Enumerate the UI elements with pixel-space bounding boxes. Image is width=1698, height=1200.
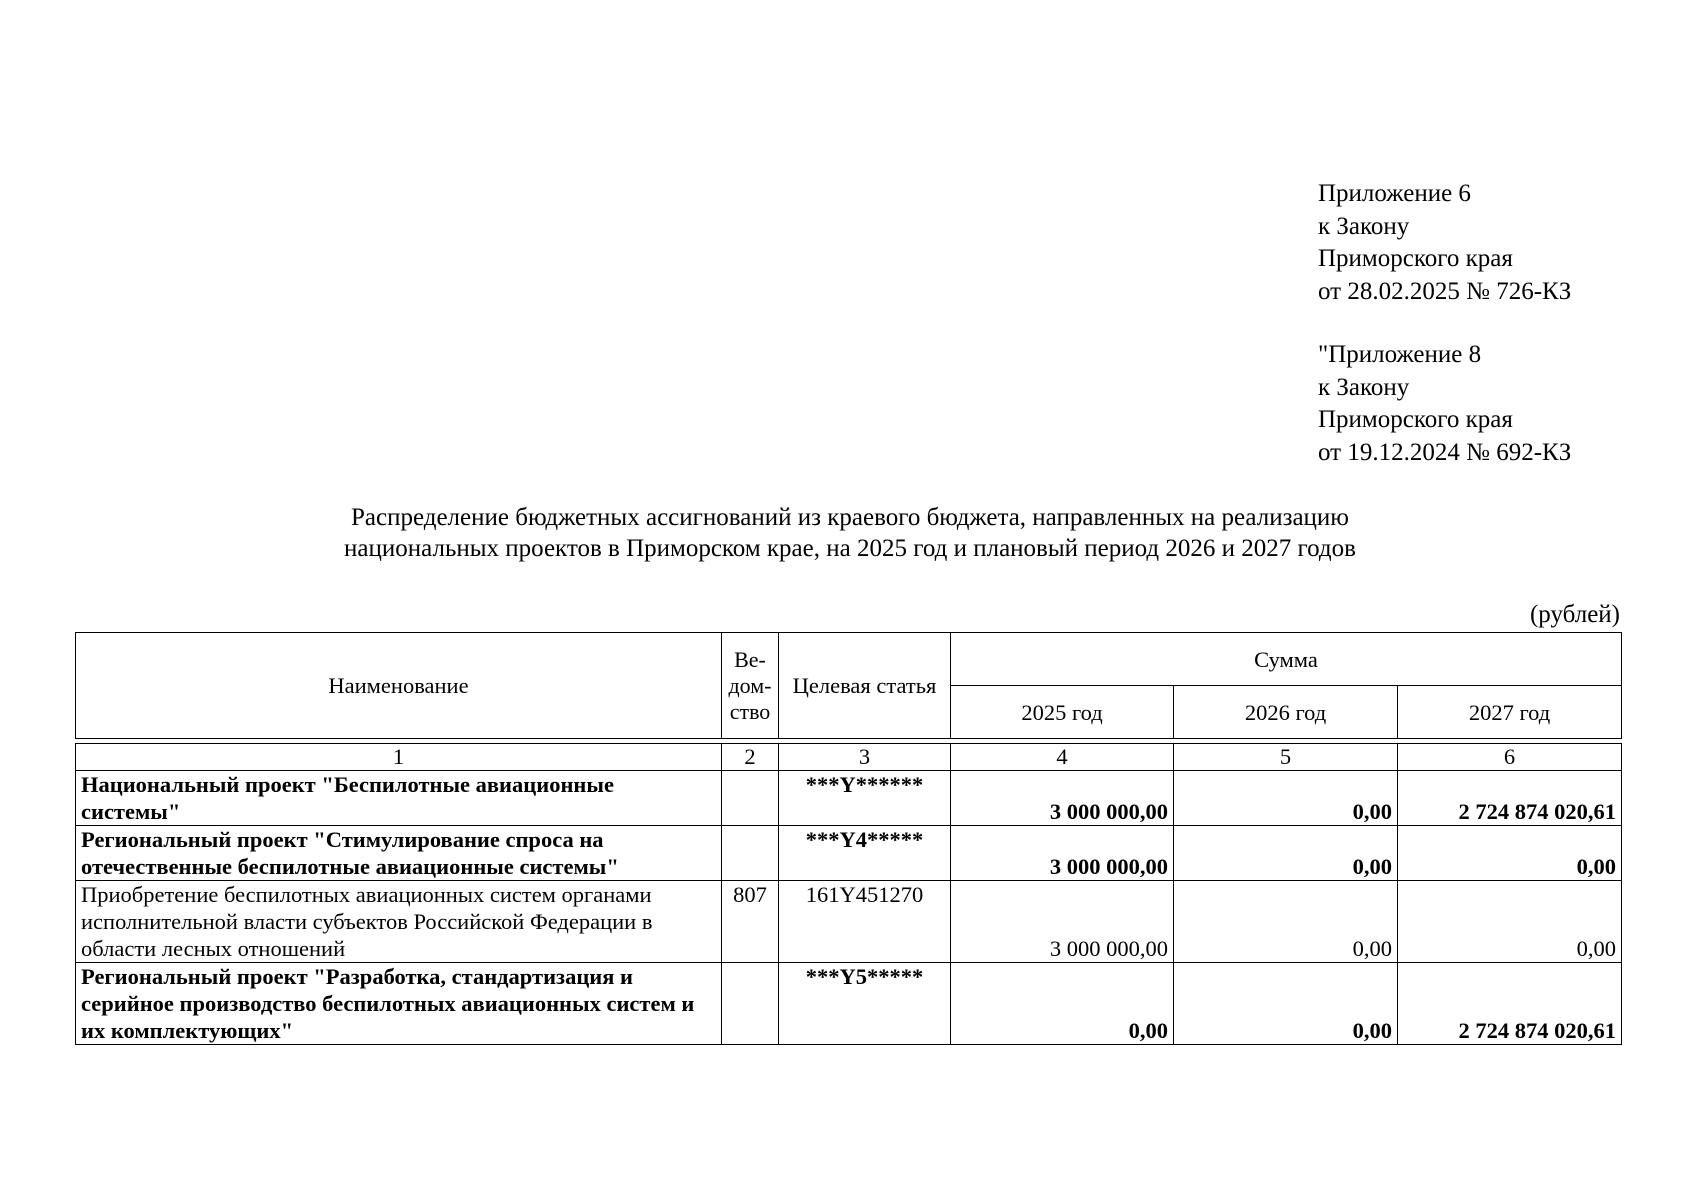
appendix-header bbox=[1318, 178, 1571, 469]
row-amount-2025: 3 000 000,00 bbox=[951, 881, 1174, 963]
column-number-row bbox=[76, 744, 1622, 771]
row-amount-2025: 3 000 000,00 bbox=[951, 771, 1174, 826]
table-row bbox=[76, 963, 1622, 1045]
row-amount-2026: 0,00 bbox=[1174, 771, 1398, 826]
row-amount-2027: 2 724 874 020,61 bbox=[1398, 771, 1622, 826]
row-amount-2027: 2 724 874 020,61 bbox=[1398, 963, 1622, 1045]
table-row bbox=[76, 771, 1622, 826]
row-dept bbox=[722, 826, 779, 881]
column-number: 1 bbox=[76, 744, 722, 771]
row-code: ***Y5***** bbox=[779, 963, 951, 1045]
row-dept bbox=[722, 771, 779, 826]
unit-label: (рублей) bbox=[1529, 601, 1620, 628]
header-dept: Ве- дом- ство bbox=[722, 633, 779, 739]
column-number: 3 bbox=[779, 744, 951, 771]
row-code: 161Y451270 bbox=[779, 881, 951, 963]
title-line-1: Распределение бюджетных ассигнований из краевого бюджета, направленных на реализацию bbox=[351, 504, 1349, 531]
row-name: Региональный проект "Стимулирование спроса на отечественные беспилотные авиационные системы" bbox=[76, 826, 722, 881]
table-row bbox=[76, 881, 1622, 963]
row-name: Приобретение беспилотных авиационных систем органами исполнительной власти субъектов Российской Федерации в области лесных отношений bbox=[76, 881, 722, 963]
table-row bbox=[76, 826, 1622, 881]
appendix-line: к Закону bbox=[1318, 212, 1410, 240]
budget-table bbox=[75, 632, 1622, 1045]
row-amount-2027: 0,00 bbox=[1398, 881, 1622, 963]
appendix-6-block bbox=[1318, 178, 1571, 308]
title-line-2: национальных проектов в Приморском крае, на 2025 год и плановый период 2026 и 2027 годов bbox=[344, 535, 1356, 562]
document-title bbox=[150, 502, 1550, 564]
header-2026: 2026 год bbox=[1174, 686, 1398, 739]
appendix-line: Приморского края bbox=[1318, 245, 1513, 272]
header-2025: 2025 год bbox=[951, 686, 1174, 739]
header-sum: Сумма bbox=[951, 633, 1622, 686]
header-code: Целевая статья bbox=[779, 633, 951, 739]
row-dept bbox=[722, 963, 779, 1045]
row-amount-2025: 0,00 bbox=[951, 963, 1174, 1045]
appendix-line: к Закону bbox=[1318, 373, 1410, 401]
appendix-line: "Приложение 8 bbox=[1318, 341, 1482, 368]
header-name: Наименование bbox=[76, 633, 722, 739]
column-number: 6 bbox=[1398, 744, 1622, 771]
appendix-line: от 19.12.2024 № 692-КЗ bbox=[1318, 438, 1572, 466]
row-amount-2027: 0,00 bbox=[1398, 826, 1622, 881]
column-number: 5 bbox=[1174, 744, 1398, 771]
row-code: ***Y****** bbox=[779, 771, 951, 826]
row-amount-2026: 0,00 bbox=[1174, 963, 1398, 1045]
column-number: 4 bbox=[951, 744, 1174, 771]
row-dept: 807 bbox=[722, 881, 779, 963]
header-2027: 2027 год bbox=[1398, 686, 1622, 739]
appendix-8-block bbox=[1318, 339, 1571, 469]
row-amount-2026: 0,00 bbox=[1174, 826, 1398, 881]
row-name: Региональный проект "Разработка, стандартизация и серийное производство беспилотных авиационных систем и их комплектующих" bbox=[76, 963, 722, 1045]
row-amount-2025: 3 000 000,00 bbox=[951, 826, 1174, 881]
row-name: Национальный проект "Беспилотные авиационные системы" bbox=[76, 771, 722, 826]
row-amount-2026: 0,00 bbox=[1174, 881, 1398, 963]
appendix-line: Приморского края bbox=[1318, 406, 1513, 433]
column-number: 2 bbox=[722, 744, 779, 771]
appendix-line: Приложение 6 bbox=[1318, 180, 1471, 207]
appendix-line: от 28.02.2025 № 726-КЗ bbox=[1318, 277, 1572, 305]
row-code: ***Y4***** bbox=[779, 826, 951, 881]
